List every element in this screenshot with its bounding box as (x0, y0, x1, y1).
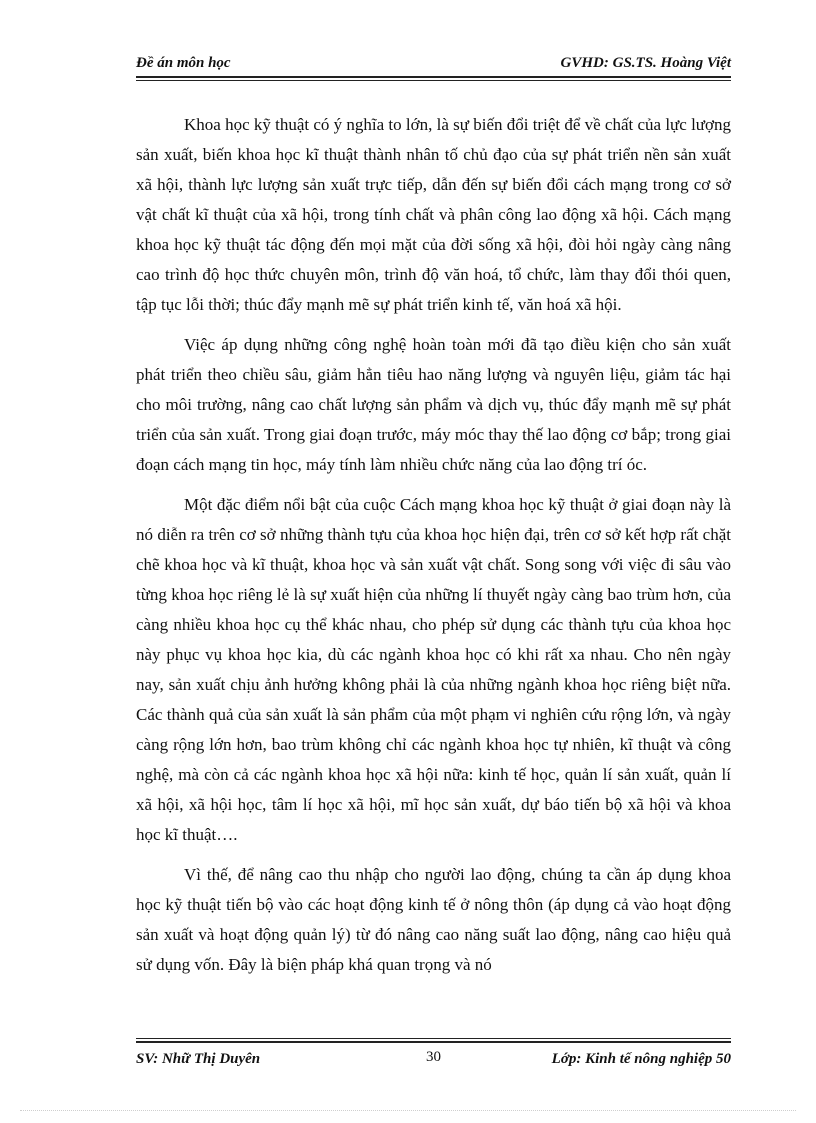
page-number: 30 (426, 1049, 441, 1065)
header-double-rule (136, 80, 731, 81)
page-header (136, 52, 731, 78)
paragraph-2: Việc áp dụng những công nghệ hoàn toàn mới đã tạo điều kiện cho sản xuất phát triển theo chiều sâu, giảm hẳn tiêu hao năng lượng và nguyên liệu, giảm tác hại cho môi trường, nâng cao chất lượng sản phẩm và dịch vụ, thúc đẩy mạnh mẽ sự phát triển của sản xuất. Trong giai đoạn trước, máy móc thay thế lao động cơ bắp; trong giai đoạn cách mạng tin học, máy tính làm nhiều chức năng của lao động trí óc. (136, 335, 731, 474)
footer-double-rule (136, 1038, 731, 1039)
paragraph-1: Khoa học kỹ thuật có ý nghĩa to lớn, là sự biến đổi triệt để về chất của lực lượng sản xuất, biến khoa học kĩ thuật thành nhân tố chủ đạo của sự phát triển nền sản xuất xã hội, thành lực lượng sản xuất trực tiếp, dẫn đến sự biến đổi cách mạng trong cơ sở vật chất kĩ thuật của xã hội, trong tính chất và phân công lao động xã hội. Cách mạng khoa học kỹ thuật tác động đến mọi mặt của đời sống xã hội, đòi hỏi ngày càng nâng cao trình độ học thức chuyên môn, trình độ văn hoá, tổ chức, làm thay đổi thói quen, tập tục lỗi thời; thúc đẩy mạnh mẽ sự phát triển kinh tế, văn hoá xã hội. (136, 115, 731, 314)
paragraph-3: Một đặc điểm nổi bật của cuộc Cách mạng khoa học kỹ thuật ở giai đoạn này là nó diễn ra trên cơ sở những thành tựu của khoa học hiện đại, trên cơ sở kết hợp rất chặt chẽ khoa học và kĩ thuật, khoa học và sản xuất vật chất. Song song với việc đi sâu vào từng khoa học riêng lẻ là sự xuất hiện của những lí thuyết ngày càng bao trùm hơn, của càng nhiều khoa học cụ thể khác nhau, cho phép sử dụng các thành tựu của khoa học này phục vụ khoa học kia, dù các ngành khoa học có khi rất xa nhau. Cho nên ngày nay, sản xuất chịu ảnh hưởng không phải là của những ngành khoa học riêng biệt nữa. Các thành quả của sản xuất là sản phẩm của một phạm vi nghiên cứu rộng lớn, và ngày càng rộng lớn hơn, bao trùm không chỉ các ngành khoa học tự nhiên, kĩ thuật và công nghệ, mà còn cả các ngành khoa học xã hội nữa: kinh tế học, quản lí sản xuất, quản lí xã hội, xã hội học, tâm lí học xã hội, mĩ học sản xuất, dự báo tiến bộ xã hội và khoa học kĩ thuật…. (136, 495, 731, 844)
page-footer (136, 1041, 731, 1068)
footer-student-name: SV: Nhữ Thị Duyên (136, 1051, 261, 1067)
footer-class-name: Lớp: Kinh tế nông nghiệp 50 (551, 1051, 731, 1067)
paragraph-4: Vì thế, để nâng cao thu nhập cho người lao động, chúng ta cần áp dụng khoa học kỹ thuật tiến bộ vào các hoạt động kinh tế ở nông thôn (áp dụng cả vào hoạt động sản xuất và hoạt động quản lý) từ đó nâng cao năng suất lao động, nâng cao hiệu quả sử dụng vốn. Đây là biện pháp khá quan trọng và nó (136, 865, 731, 974)
document-body (136, 110, 731, 990)
page-edge-divider (20, 1110, 796, 1111)
header-supervisor: GVHD: GS.TS. Hoàng Việt (560, 55, 731, 71)
header-course-title: Đề án môn học (136, 55, 231, 71)
